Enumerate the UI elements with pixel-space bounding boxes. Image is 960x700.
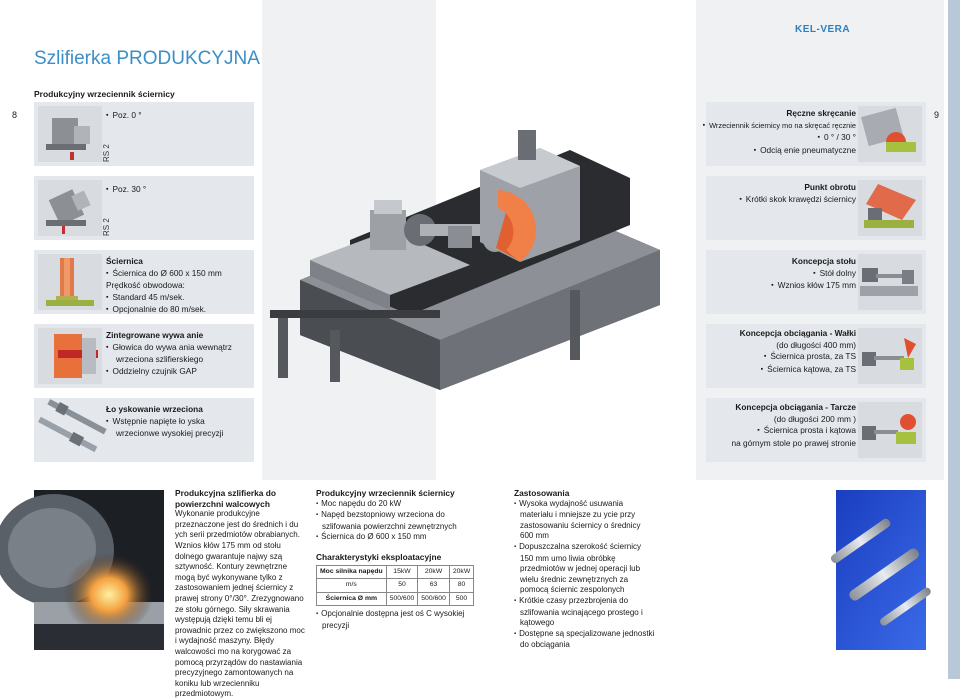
grinding-wheel-image <box>38 254 102 310</box>
table-cell: 500/600 <box>418 592 450 606</box>
panel-line: na górnym stole po prawej stronie <box>731 437 856 448</box>
panel-line: ▪ Odcią enie pneumatyczne <box>696 145 856 158</box>
panel-line: ▪ Oddzielny czujnik GAP <box>106 366 232 379</box>
edge-bar <box>948 0 960 679</box>
spec-title: Charakterystyki eksploatacyjne <box>316 551 442 562</box>
table-cell: 50 <box>386 579 418 593</box>
panel-title: Zintegrowane wywa anie <box>106 330 204 340</box>
column-body: Wykonanie produkcyjne przeznaczone jest do średnich i du ych serii przedmiotów obrabianych. Wznios kłów 175 mm od stołu dolnego gwarantuje najwy szą sztywność. Kontury zewnętrzne mogą być wykonywane tylko z zastosowaniem jednej ściernicy z prawej strony 0°/30°. Zrezygnowano ze stołu górnego. Siły skrawania występują dzięki temu bli ej prowadnic przez co zwiększono moc i wydajność maszyny. Błędy walcowości mo na korygować za pomocą przyrządów do nastawiania precyzyjnego zamontowanych na koniku lub wrzecienniku przedmiotowym. <box>175 509 305 699</box>
table-cell: Ściernica Ø mm <box>317 592 387 606</box>
column-wheelhead <box>316 488 471 632</box>
panel-dressing-shafts <box>706 324 926 388</box>
brand-logo: KEL-VERA <box>795 24 851 35</box>
panel-line: ▪ Głowica do wywa ania wewnątrz <box>106 342 232 355</box>
column-applications <box>514 488 656 651</box>
panel-title: Ręczne skręcanie <box>786 108 856 118</box>
panel-pivot-point <box>706 176 926 240</box>
panel-title: Koncepcja obciągania - Tarcze <box>735 402 856 412</box>
panel-title: Ściernica <box>106 256 143 266</box>
column-production-grinder <box>175 488 307 700</box>
dressing-discs-image <box>858 402 922 458</box>
page-title: Szlifierka PRODUKCYJNA <box>34 48 260 69</box>
dressing-shafts-image <box>858 328 922 384</box>
panel-title: Koncepcja obciągania - Wałki <box>739 328 856 338</box>
grinding-machine-illustration <box>270 130 660 390</box>
panel-position-0 <box>34 102 254 166</box>
table-cell: 500/600 <box>386 592 418 606</box>
page-number-left: 8 <box>12 110 18 120</box>
list-item: ▪ Napęd bezstopniowy wrzeciona do szlifowania powierzchni zewnętrznych <box>316 510 466 532</box>
table-row <box>317 565 474 579</box>
spec-table <box>316 565 474 607</box>
list-item: ▪ Wysoka wydajność usuwania materiału i mniejsze zu ycie przy zastosowaniu ściernicy o średnicy 600 mm <box>514 499 656 542</box>
table-cell: Moc silnika napędu <box>317 565 387 579</box>
gauging-head-image <box>38 328 102 384</box>
column-title: Zastosowania <box>514 488 570 498</box>
panel-line: ▪ Ściernica kątowa, za TS <box>696 364 856 377</box>
panel-subtitle: (do długości 400 mm) <box>776 339 856 350</box>
table-cell: 20kW <box>449 565 473 579</box>
panel-title: Punkt obrotu <box>804 182 856 192</box>
list-item: ▪ Krótkie czasy przezbrojenia do szlifowania wcinającego prostego i kątowego <box>514 596 656 629</box>
panel-line: ▪ Poz. 0 ° <box>106 110 142 123</box>
manual-swivel-image <box>858 106 922 162</box>
panel-integrated-gauging <box>34 324 254 388</box>
panel-line: ▪ Ściernica prosta i kątowa <box>696 425 856 438</box>
panel-grinding-wheel <box>34 250 254 314</box>
table-cell: 500 <box>449 592 473 606</box>
panel-table-concept <box>706 250 926 314</box>
rs-label: RS 2 <box>102 218 111 236</box>
panel-line: ▪ Wrzeciennik ściernicy mo na skręcać ręcznie <box>696 120 856 133</box>
rs-label: RS 2 <box>102 144 111 162</box>
panel-line: ▪ Standard 45 m/sek. <box>106 292 222 305</box>
list-item: ▪ Opcjonalnie dostępna jest oś C wysokiej precyzji <box>316 609 466 631</box>
panel-line: wrzeciona szlifierskiego <box>116 354 204 364</box>
panel-line: ▪ 0 ° / 30 ° <box>696 132 856 145</box>
list-item: ▪ Dopuszczalna szerokość ściernicy 150 mm umo liwia obróbkę przedmiotów w jednej operacji lub wielu średnic zewnętrznych za pomocą ściernic zespolonych <box>514 542 656 596</box>
panel-line: ▪ Ściernica do Ø 600 x 150 mm <box>106 268 222 281</box>
table-cell: 15kW <box>386 565 418 579</box>
panel-line: ▪ Poz. 30 ° <box>106 184 146 197</box>
table-concept-image <box>858 254 922 310</box>
panel-title: Ło yskowanie wrzeciona <box>106 404 203 414</box>
table-cell: 20kW <box>418 565 450 579</box>
list-item: ▪ Ściernica do Ø 600 x 150 mm <box>316 532 466 544</box>
table-cell: 63 <box>418 579 450 593</box>
panel-line: ▪ Wznios kłów 175 mm <box>696 280 856 293</box>
panel-line: ▪ Stół dolny <box>696 268 856 281</box>
panel-line: Prędkość obwodowa: <box>106 280 185 290</box>
panel-manual-swivel <box>706 102 926 166</box>
panel-position-30 <box>34 176 254 240</box>
grinding-sparks-photo <box>34 490 164 650</box>
list-item: ▪ Moc napędu do 20 kW <box>316 499 466 511</box>
list-item: ▪ Dostępne są specjalizowane jednostki do obciągania <box>514 629 656 651</box>
panel-line: ▪ Wstępnie napięte ło yska <box>106 416 223 429</box>
page-number-right: 9 <box>934 110 940 120</box>
column-title: Produkcyjna szlifierka do powierzchni walcowych <box>175 488 276 509</box>
table-cell: m/s <box>317 579 387 593</box>
panel-title: Koncepcja stołu <box>791 256 856 266</box>
panel-dressing-discs <box>706 398 926 462</box>
panel-line: ▪ Krótki skok krawędzi ściernicy <box>696 194 856 207</box>
wheelhead-0-image <box>38 106 102 162</box>
table-row <box>317 579 474 593</box>
panel-line: ▪ Ściernica prosta, za TS <box>696 351 856 364</box>
spindle-parts-image <box>38 402 102 458</box>
panel-line: ▪ Opcjonalnie do 80 m/sek. <box>106 304 222 317</box>
section-title: Produkcyjny wrzeciennik ściernicy <box>34 89 175 99</box>
pivot-point-image <box>858 180 922 236</box>
wheelhead-30-image <box>38 180 102 236</box>
table-cell: 80 <box>449 579 473 593</box>
panel-spindle-bearing <box>34 398 254 462</box>
table-row <box>317 592 474 606</box>
cutting-tools-photo <box>836 490 926 650</box>
column-title: Produkcyjny wrzeciennik ściernicy <box>316 488 455 498</box>
panel-line: wrzecionwe wysokiej precyzji <box>116 428 224 438</box>
panel-subtitle: (do długości 200 mm ) <box>773 413 856 424</box>
